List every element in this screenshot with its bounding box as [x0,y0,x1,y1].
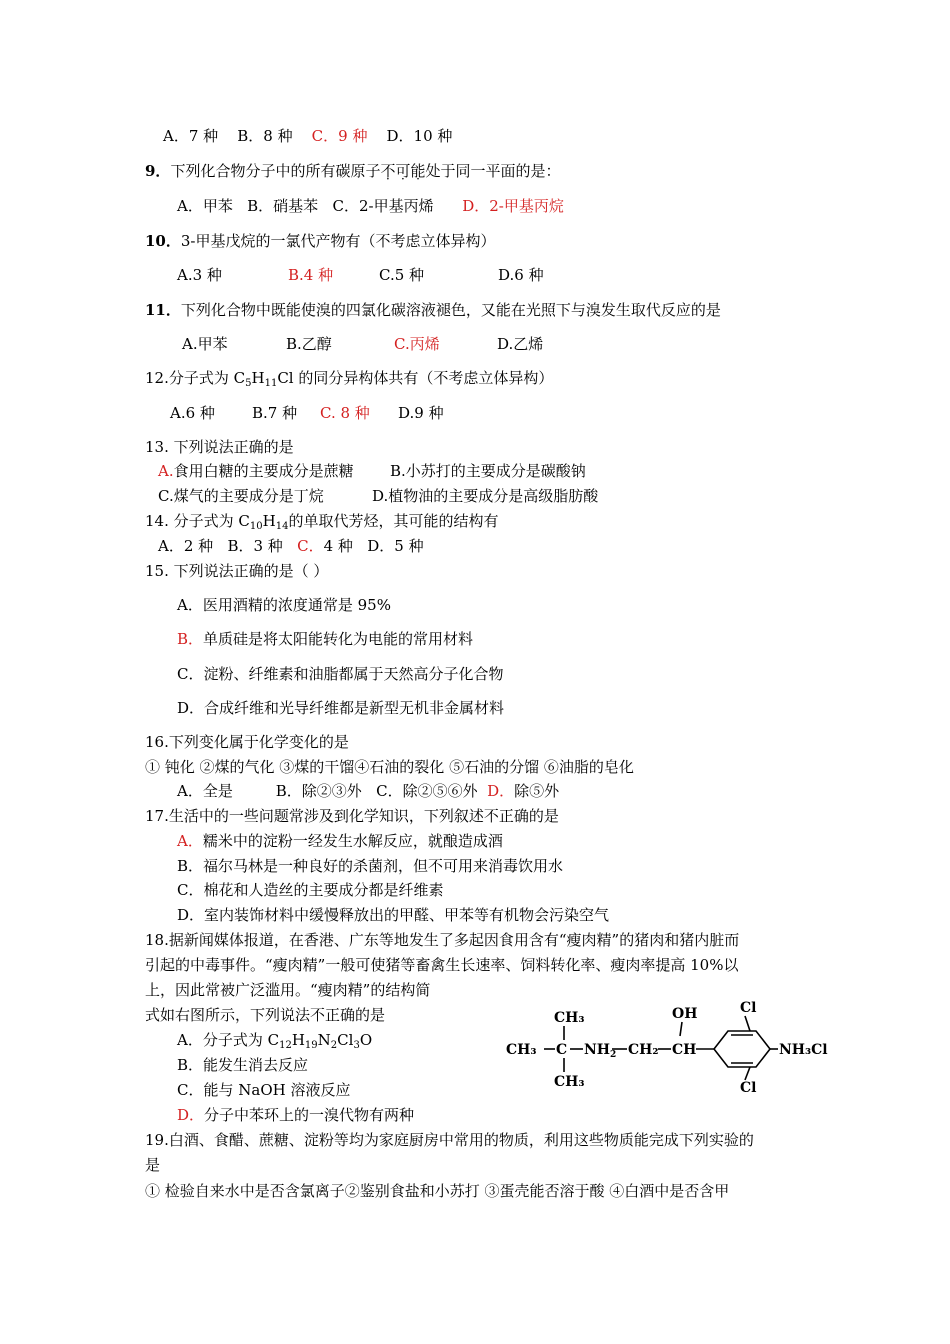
q17-option-a-answer: A．糯米中的淀粉一经发生水解反应，就酿造成酒 [177,832,503,850]
q12-option-d: D.9 种 [398,404,444,422]
q14-option-b: B．3 种 [227,537,283,555]
q16-option-a: A．全是 [177,782,233,800]
q12-options [0,403,950,423]
q16-option-d-answer: D．除⑤外 [487,782,560,800]
q16-option-b: B．除②③外 [275,782,362,800]
q18-line-1: 18.据新闻媒体报道，在香港、广东等地发生了多起因食用含有“瘦肉精”的猪肉和猪内脏而 [145,931,740,949]
q9-option-a: A．甲苯 [177,197,233,215]
q11-option-a: A.甲苯 [182,335,228,353]
q12-option-b: B.7 种 [252,404,298,422]
q13-options-row2 [0,486,950,506]
q10-option-c: C.5 种 [379,266,425,284]
oh-label: OH [672,1006,698,1022]
q11-text: 下列化合物中既能使溴的四氯化碳溶液褪色，又能在光照下与溴发生取代反应的是 [180,301,721,319]
q9-options [177,196,564,216]
q8-option-b: B．8 种 [237,127,293,145]
clenbuterol-structure-figure [500,998,840,1098]
q13-option-b: B.小苏打的主要成分是碳酸钠 [390,462,586,480]
q11-option-d: D.乙烯 [497,335,544,353]
nh-label: $NH_2$ [584,1042,617,1060]
q10-option-b-answer: B.4 种 [288,266,334,284]
q9-text-post: 处于同一平面的是： [425,162,561,180]
q18-option-a: A．分子式为 $C_{12}H_{19}N_2Cl_3O$ [177,1031,373,1051]
q17-stem: 17.生活中的一些问题常涉及到化学知识，下列叙述不正确的是 [145,807,559,825]
q8-option-c-answer: C．9 种 [311,127,368,145]
q10-options [0,265,950,285]
q18-line-4: 式如右图所示，下列说法不正确的是 [145,1006,386,1024]
q15-option-c: C．淀粉、纤维素和油脂都属于天然高分子化合物 [177,665,504,683]
q12-option-a: A.6 种 [170,404,215,422]
q15-option-a: A．医用酒精的浓度通常是 95% [177,596,391,614]
q18-option-d-answer: D．分子中苯环上的一溴代物有两种 [177,1106,415,1124]
q10-text: 3-甲基戊烷的一氯代产物有（不考虑立体异构） [180,232,496,250]
q16-stem: 16.下列变化属于化学变化的是 [145,733,349,751]
ch3-bottom-label: CH₃ [554,1074,585,1090]
q9-option-b: B．硝基苯 [247,197,319,215]
q10-stem [145,231,496,251]
q19-line-2: 是 [145,1156,161,1174]
q15-stem: 15. 下列说法正确的是（ ） [145,562,329,580]
ch2-label: CH₂ [628,1042,659,1058]
q13-option-a: A.食用白糖的主要成分是蔗糖 [158,462,354,480]
q9-option-d-answer: D．2-甲基丙烷 [462,197,564,215]
q18-line-3: 上，因此常被广泛滥用。“瘦肉精”的结构简 [145,981,431,999]
q19-line-1: 19.白酒、食醋、蔗糖、淀粉等均为家庭厨房中常用的物质，利用这些物质能完成下列实验的 [145,1131,754,1149]
nh3cl-label: NH₃Cl [779,1042,828,1058]
q17-option-b: B．福尔马林是一种良好的杀菌剂，但不可用来消毒饮用水 [177,857,564,875]
q11-options [0,334,950,354]
q13-stem: 13. 下列说法正确的是 [145,438,294,456]
cl-top-label: Cl [740,1000,757,1016]
ch3-top-label: CH₃ [554,1010,585,1026]
q14-stem: 14. 分子式为 $C_{10}H_{14}$的单取代芳烃，其可能的结构有 [145,512,499,532]
q18-line-2: 引起的中毒事件。“瘦肉精”一般可使猪等畜禽生长速率、饲料转化率、瘦肉率提高 10%以 [145,956,739,974]
q17-option-d: D．室内装饰材料中缓慢释放出的甲醛、甲苯等有机物会污染空气 [177,906,610,924]
q14-option-a: A．2 种 [158,537,214,555]
q13-option-a-text: 食用白糖的主要成分是蔗糖 [173,462,354,480]
q19-line-3: ① 检验自来水中是否含氯离子②鉴别食盐和小苏打 ③蛋壳能否溶于酸 ④白酒中是否含甲 [145,1182,730,1200]
q14-option-c-answer: C．4 种 [297,537,353,555]
q18-option-b: B．能发生消去反应 [177,1056,309,1074]
q13-option-c: C.煤气的主要成分是丁烷 [158,487,324,505]
q9-text-pre: 下列化合物分子中的所有碳原子 [170,162,381,180]
q13-options-row1 [0,461,950,481]
q11-option-c-answer: C.丙烯 [394,335,440,353]
q15-option-d: D．合成纤维和光导纤维都是新型无机非金属材料 [177,699,505,717]
q12-option-c-answer: C. 8 种 [320,404,370,422]
ch3-left-label: CH₃ [506,1042,537,1058]
q11-option-b: B.乙醇 [286,335,332,353]
q14-option-d: D．5 种 [367,537,424,555]
q17-option-c: C．棉花和人造丝的主要成分都是纤维素 [177,881,444,899]
q9-option-c: C．2-甲基丙烯 [332,197,434,215]
q16-option-c: C．除②⑤⑥外 [376,782,478,800]
q11-number: 11． [145,301,181,319]
q9-emph-3: 能 [410,162,426,180]
q11-stem [145,300,721,320]
q16-items: ① 钝化 ②煤的气化 ③煤的干馏④石油的裂化 ⑤石油的分馏 ⑥油脂的皂化 [145,758,634,776]
q9-emph-2: 可 [395,162,411,180]
cl-bottom-label: Cl [740,1080,757,1096]
q12-stem: 12.分子式为 $C_5H_{11}Cl$ 的同分异构体共有（不考虑立体异构） [145,369,554,389]
q14-options [158,536,424,556]
q13-option-d: D.植物油的主要成分是高级脂肪酸 [372,487,599,505]
quaternary-c-label: C [556,1042,568,1058]
q9-number: 9． [145,162,171,180]
q10-option-d: D.6 种 [498,266,544,284]
q8-option-d: D．10 种 [386,127,453,145]
q15-option-b-answer: B．单质硅是将太阳能转化为电能的常用材料 [177,630,474,648]
q10-number: 10． [145,232,181,250]
q9-emph-1: 不 [380,162,396,180]
q8-options [163,126,452,146]
q16-options [177,781,559,801]
q8-option-a: A．7 种 [163,127,219,145]
q10-option-a: A.3 种 [177,266,222,284]
q18-option-c: C．能与 NaOH 溶液反应 [177,1081,351,1099]
q9-stem [145,161,561,181]
ch-label: CH [672,1042,697,1058]
